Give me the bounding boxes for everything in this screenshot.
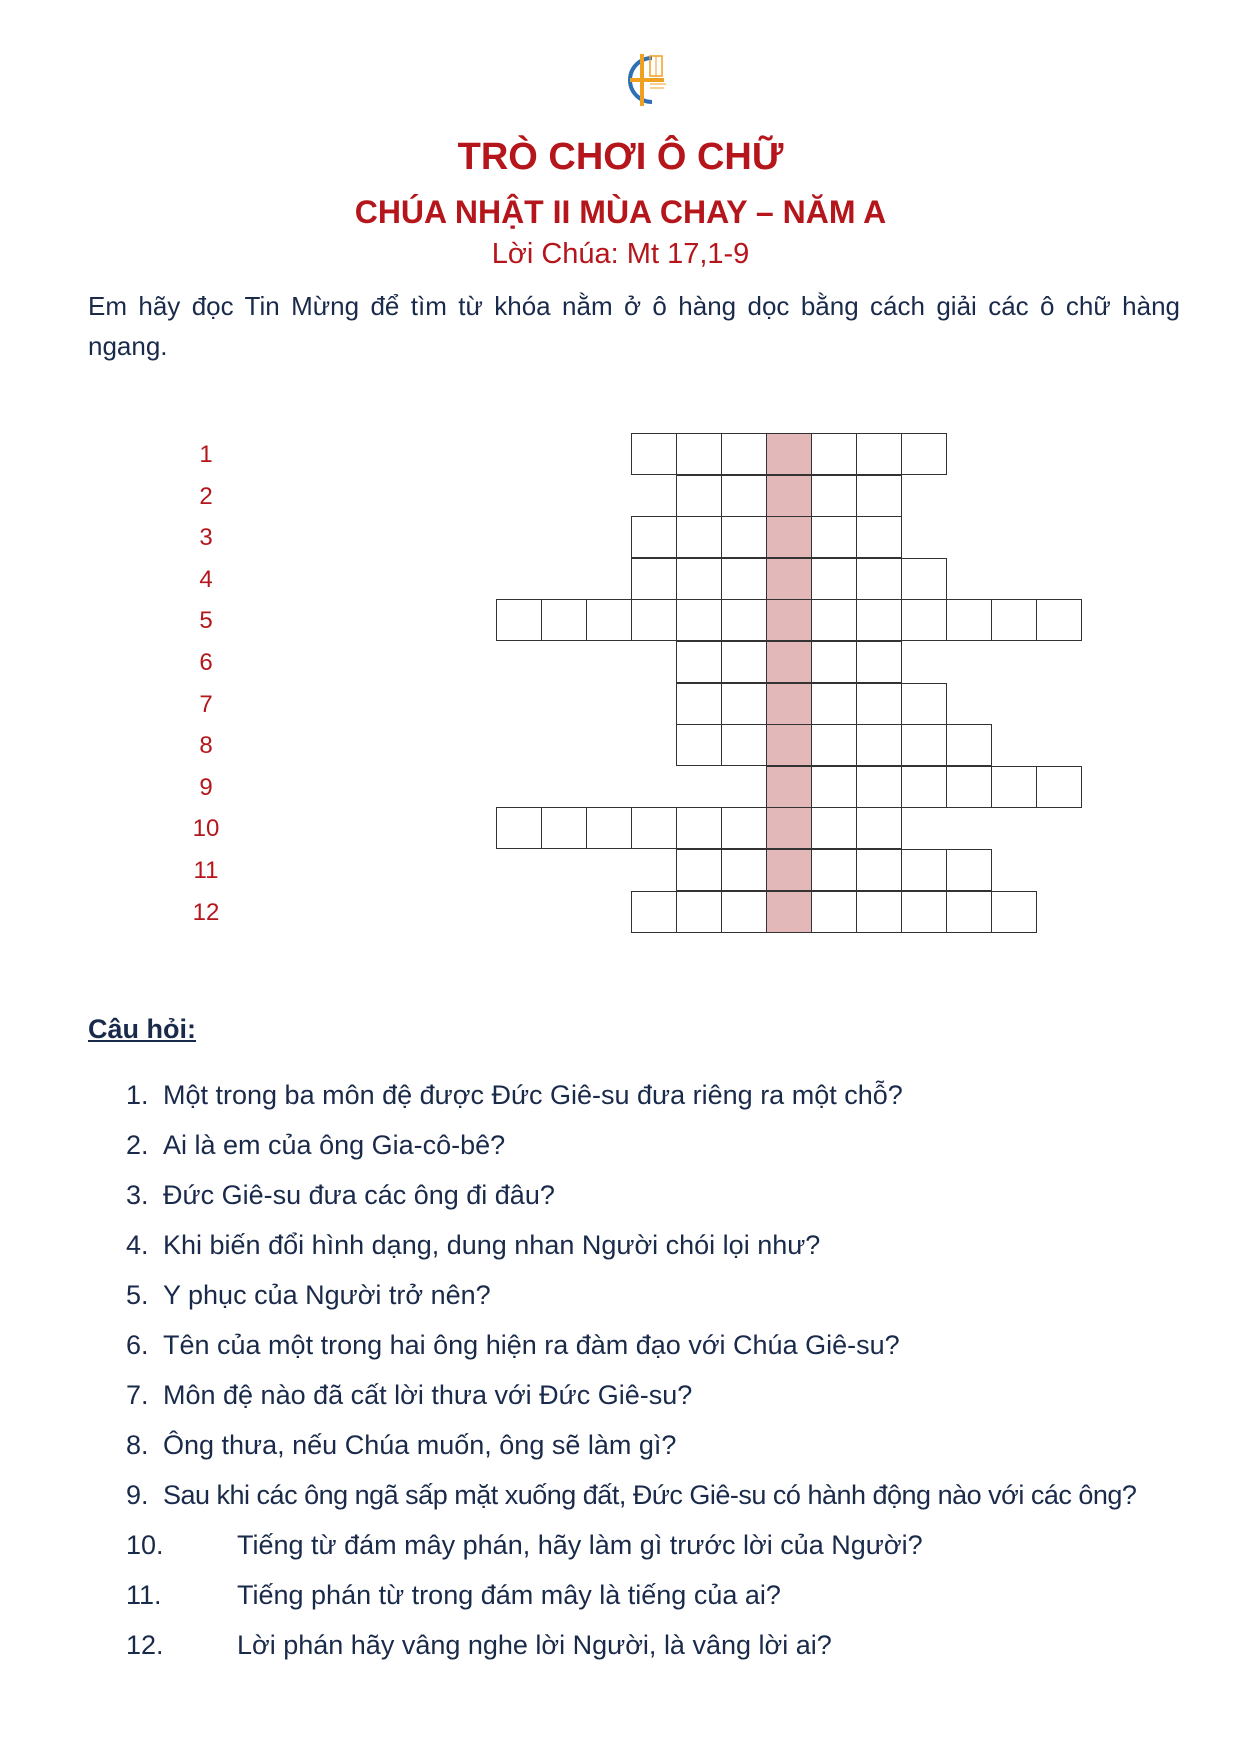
key-cell[interactable] [766,849,812,891]
crossword-cell[interactable] [946,724,992,766]
question-number: 7. [126,1380,149,1410]
crossword-cell[interactable] [991,599,1037,641]
crossword-cell[interactable] [496,807,542,849]
crossword-cell[interactable] [811,891,857,933]
question-text: Khi biến đổi hình dạng, dung nhan Người chói lọi như? [163,1230,821,1260]
row-number: 11 [193,857,219,884]
question-number: 2. [126,1130,149,1160]
crossword-cell[interactable] [631,516,677,558]
crossword-cell[interactable] [721,516,767,558]
crossword-cell[interactable] [901,724,947,766]
crossword-cell[interactable] [856,849,902,891]
key-cell[interactable] [766,558,812,600]
questions-heading: Câu hỏi: [88,1014,196,1044]
crossword-cell[interactable] [631,599,677,641]
crossword-cell[interactable] [676,558,722,600]
crossword-cell[interactable] [721,849,767,891]
crossword-cell[interactable] [946,849,992,891]
key-cell[interactable] [766,766,812,808]
key-cell[interactable] [766,724,812,766]
question-text: Tiếng phán từ trong đám mây là tiếng của ai? [237,1580,781,1610]
crossword-cell[interactable] [856,891,902,933]
crossword-cell[interactable] [856,433,902,475]
crossword-cell[interactable] [856,558,902,600]
crossword-cell[interactable] [631,558,677,600]
crossword-cell[interactable] [811,599,857,641]
key-cell[interactable] [766,599,812,641]
crossword-cell[interactable] [811,558,857,600]
crossword-cell[interactable] [901,433,947,475]
row-number: 3 [199,524,213,552]
row-number: 2 [199,482,213,510]
question-text: Y phục của Người trở nên? [163,1280,491,1310]
crossword-cell[interactable] [676,599,722,641]
question-text: Một trong ba môn đệ được Đức Giê-su đưa riêng ra một chỗ? [163,1080,903,1110]
crossword-cell[interactable] [1036,599,1082,641]
cross-logo-icon [612,48,676,112]
crossword-cell[interactable] [676,807,722,849]
crossword-cell[interactable] [811,475,857,517]
crossword-cell[interactable] [946,766,992,808]
crossword-cell[interactable] [631,433,677,475]
crossword-cell[interactable] [676,849,722,891]
row-number: 9 [199,773,213,801]
crossword-cell[interactable] [811,683,857,725]
question-text: Ông thưa, nếu Chúa muốn, ông sẽ làm gì? [163,1430,677,1460]
crossword-cell[interactable] [811,807,857,849]
row-number: 5 [199,607,213,635]
crossword-cell[interactable] [901,891,947,933]
crossword-cell[interactable] [721,891,767,933]
crossword-cell[interactable] [586,807,632,849]
crossword-cell[interactable] [631,891,677,933]
crossword-cell[interactable] [676,475,722,517]
crossword-cell[interactable] [811,433,857,475]
crossword-cell[interactable] [631,807,677,849]
question-number: 10. [126,1530,164,1560]
question-text: Đức Giê-su đưa các ông đi đâu? [163,1180,555,1210]
crossword-cell[interactable] [541,807,587,849]
crossword-cell[interactable] [991,891,1037,933]
crossword-cell[interactable] [811,724,857,766]
question-number: 6. [126,1330,149,1360]
crossword-cell[interactable] [811,766,857,808]
crossword-cell[interactable] [856,724,902,766]
question-text: Môn đệ nào đã cất lời thưa với Đức Giê-su? [163,1380,693,1410]
question-number: 12. [126,1630,164,1660]
row-number: 1 [199,441,213,468]
crossword-cell[interactable] [676,724,722,766]
crossword-cell[interactable] [901,849,947,891]
crossword-cell[interactable] [676,433,722,475]
key-cell[interactable] [766,433,812,475]
crossword-cell[interactable] [991,766,1037,808]
row-number: 12 [192,898,220,926]
crossword-cell[interactable] [721,641,767,683]
key-cell[interactable] [766,475,812,517]
crossword-cell[interactable] [946,891,992,933]
crossword-cell[interactable] [676,891,722,933]
crossword-cell[interactable] [901,766,947,808]
question-number: 5. [126,1280,149,1310]
crossword-cell[interactable] [721,433,767,475]
instructions: Em hãy đọc Tin Mừng để tìm từ khóa nằm ở ô hàng dọc bằng cách giải các ô chữ hàng ngang. [88,291,1180,361]
row-number: 4 [199,565,213,593]
crossword-cell[interactable] [811,641,857,683]
crossword-cell[interactable] [721,683,767,725]
question-text: Sau khi các ông ngã sấp mặt xuống đất, Đức Giê-su có hành động nào với các ông? [163,1480,1137,1510]
crossword-cell[interactable] [946,599,992,641]
crossword-cell[interactable] [676,641,722,683]
crossword-cell[interactable] [721,558,767,600]
crossword-cell[interactable] [721,599,767,641]
key-cell[interactable] [766,641,812,683]
question-number: 8. [126,1430,149,1460]
question-number: 9. [126,1480,149,1510]
crossword-cell[interactable] [901,683,947,725]
crossword-cell[interactable] [856,599,902,641]
question-number: 11. [126,1580,162,1610]
crossword-cell[interactable] [541,599,587,641]
question-number: 4. [126,1230,149,1260]
crossword-cell[interactable] [901,558,947,600]
crossword-cell[interactable] [856,766,902,808]
row-number: 8 [199,732,213,760]
crossword-cell[interactable] [856,475,902,517]
crossword-cell[interactable] [496,599,542,641]
crossword-cell[interactable] [856,516,902,558]
key-cell[interactable] [766,891,812,933]
scripture-reference: Lời Chúa: Mt 17,1-9 [491,238,750,270]
page-title: TRÒ CHƠI Ô CHỮ [457,136,784,178]
question-number: 1. [126,1080,149,1110]
question-text: Tên của một trong hai ông hiện ra đàm đạo với Chúa Giê-su? [163,1330,900,1360]
page-subtitle: CHÚA NHẬT II MÙA CHAY – NĂM A [354,194,887,230]
question-text: Tiếng từ đám mây phán, hãy làm gì trước lời của Người? [237,1530,923,1560]
crossword-cell[interactable] [901,599,947,641]
crossword-cell[interactable] [676,516,722,558]
crossword-cell[interactable] [856,683,902,725]
crossword-cell[interactable] [811,516,857,558]
row-number: 6 [199,649,213,676]
row-number: 7 [199,690,213,718]
crossword-cell[interactable] [721,807,767,849]
row-number: 10 [192,815,220,843]
crossword-cell[interactable] [811,849,857,891]
crossword-cell[interactable] [676,683,722,725]
key-cell[interactable] [766,683,812,725]
question-number: 3. [126,1180,149,1210]
crossword-cell[interactable] [586,599,632,641]
crossword-cell[interactable] [1036,766,1082,808]
key-cell[interactable] [766,807,812,849]
crossword-cell[interactable] [856,807,902,849]
question-text: Ai là em của ông Gia-cô-bê? [163,1130,506,1160]
crossword-cell[interactable] [856,641,902,683]
crossword-cell[interactable] [721,475,767,517]
key-cell[interactable] [766,516,812,558]
question-text: Lời phán hãy vâng nghe lời Người, là vâng lời ai? [237,1630,832,1660]
crossword-cell[interactable] [721,724,767,766]
